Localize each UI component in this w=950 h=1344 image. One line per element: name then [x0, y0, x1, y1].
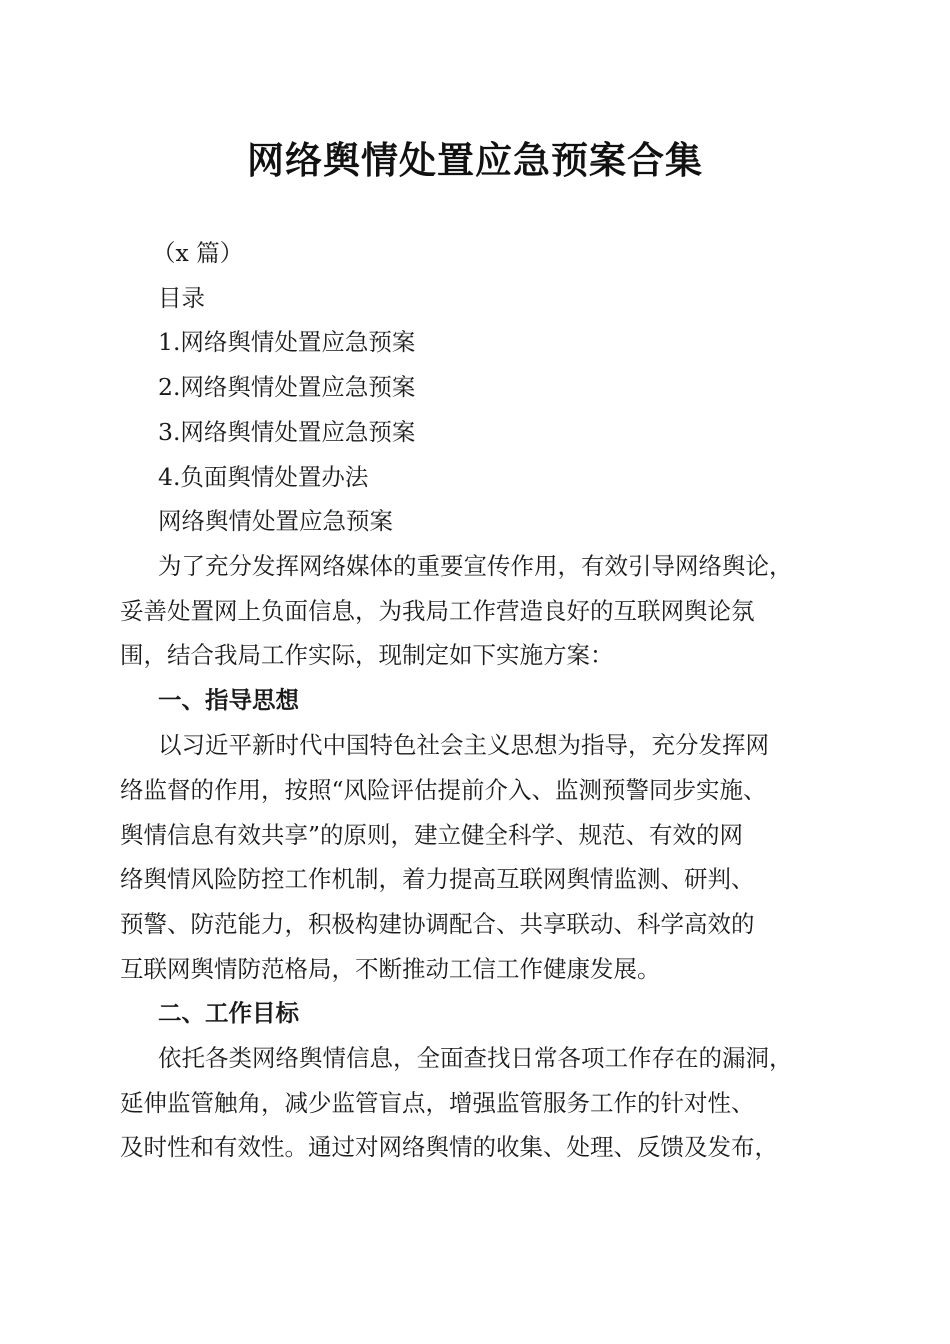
intro-line: 围，结合我局工作实际，现制定如下实施方案：: [120, 641, 614, 669]
toc-heading: 目录: [158, 284, 205, 312]
intro-line: 为了充分发挥网络媒体的重要宣传作用，有效引导网络舆论，: [158, 552, 793, 580]
toc-item: 1.网络舆情处置应急预案: [158, 328, 416, 356]
intro-line: 妥善处置网上负面信息，为我局工作营造良好的互联网舆论氛: [120, 597, 755, 625]
paragraph-line: 预警、防范能力，积极构建协调配合、共享联动、科学高效的: [120, 910, 755, 938]
toc-item: 3.网络舆情处置应急预案: [158, 418, 416, 446]
paragraph-line: 依托各类网络舆情信息，全面查找日常各项工作存在的漏洞，: [158, 1044, 793, 1072]
paragraph-line: 互联网舆情防范格局，不断推动工信工作健康发展。: [120, 955, 661, 983]
paragraph-line: 延伸监管触角，减少监管盲点，增强监管服务工作的针对性、: [120, 1089, 755, 1117]
heading-guiding-ideology: 一、指导思想: [158, 686, 299, 714]
toc-item: 4.负面舆情处置办法: [158, 463, 369, 491]
paragraph-line: 以习近平新时代中国特色社会主义思想为指导，充分发挥网: [158, 731, 769, 759]
document-subtitle: （x 篇）: [152, 239, 244, 267]
paragraph-line: 络监督的作用，按照“风险评估提前介入、监测预警同步实施、: [120, 776, 767, 804]
document-title: 网络舆情处置应急预案合集: [247, 138, 703, 182]
toc-item: 2.网络舆情处置应急预案: [158, 373, 416, 401]
paragraph-line: 络舆情风险防控工作机制，着力提高互联网舆情监测、研判、: [120, 865, 755, 893]
section-title: 网络舆情处置应急预案: [158, 507, 393, 535]
heading-work-goals: 二、工作目标: [158, 999, 299, 1027]
paragraph-line: 舆情信息有效共享”的原则，建立健全科学、规范、有效的网: [120, 821, 744, 849]
paragraph-line: 及时性和有效性。通过对网络舆情的收集、处理、反馈及发布，: [120, 1133, 778, 1161]
